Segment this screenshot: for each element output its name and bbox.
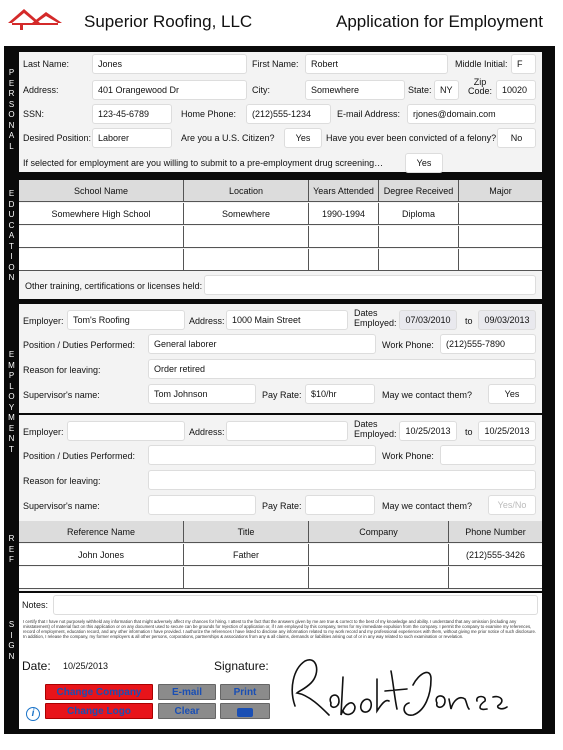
reason-leaving-label: Reason for leaving:	[23, 476, 101, 486]
education-header-school: School Name	[19, 180, 184, 202]
notes-field[interactable]	[53, 595, 538, 615]
work-phone-field[interactable]	[440, 445, 536, 465]
reference-header-title: Title	[184, 521, 309, 543]
employer-label: Employer:	[23, 316, 64, 326]
email-field[interactable]: rjones@domain.com	[407, 104, 536, 124]
citizen-label: Are you a U.S. Citizen?	[181, 133, 275, 143]
education-header-major: Major	[459, 180, 542, 202]
contact-field[interactable]: Yes	[488, 384, 536, 404]
education-cell[interactable]	[379, 226, 459, 248]
reference-cell[interactable]	[309, 544, 449, 566]
reference-header-company: Company	[309, 521, 449, 543]
city-field[interactable]: Somewhere	[305, 80, 405, 100]
supervisor-field[interactable]: Tom Johnson	[148, 384, 256, 404]
work-phone-label: Work Phone:	[382, 340, 434, 350]
pay-rate-field[interactable]	[305, 495, 375, 515]
pay-rate-label: Pay Rate:	[262, 501, 302, 511]
notes-label: Notes:	[22, 600, 49, 610]
contact-field[interactable]: Yes/No	[488, 495, 536, 515]
supervisor-field[interactable]	[148, 495, 256, 515]
clear-button[interactable]: Clear	[158, 703, 216, 719]
felony-field[interactable]: No	[497, 128, 536, 148]
home-phone-field[interactable]: (212)555-1234	[246, 104, 331, 124]
reference-cell[interactable]	[184, 567, 309, 589]
section-label-personal: P E R S O N A L	[8, 68, 15, 151]
contact-label: May we contact them?	[382, 390, 473, 400]
employer-address-field[interactable]: 1000 Main Street	[226, 310, 348, 330]
middle-initial-label: Middle Initial:	[455, 59, 508, 69]
reference-cell[interactable]	[449, 567, 542, 589]
position-label: Position / Duties Performed:	[23, 451, 136, 461]
references-section	[19, 521, 542, 591]
work-phone-field[interactable]: (212)555-7890	[440, 334, 536, 354]
to-label: to	[465, 427, 473, 437]
education-header-location: Location	[184, 180, 309, 202]
zip-code-field[interactable]: 10020	[496, 80, 536, 100]
section-label-sign: S I G N	[8, 620, 15, 661]
education-section	[19, 180, 542, 299]
education-header-years: Years Attended	[309, 180, 379, 202]
other-training-label: Other training, certifications or licenses held:	[25, 281, 203, 291]
address-field[interactable]: 401 Orangewood Dr	[92, 80, 247, 100]
info-icon[interactable]: i	[26, 707, 40, 721]
reference-header-name: Reference Name	[19, 521, 184, 543]
pay-rate-field[interactable]: $10/hr	[305, 384, 375, 404]
toolbox-button[interactable]	[220, 703, 270, 719]
ssn-label: SSN:	[23, 109, 45, 119]
personal-section	[19, 52, 542, 172]
employment-section-2	[19, 415, 542, 522]
reference-cell[interactable]: Father	[184, 544, 309, 566]
reference-header-phone: Phone Number	[449, 521, 542, 543]
city-label: City:	[252, 85, 270, 95]
education-cell[interactable]	[309, 249, 379, 271]
employer-address-label: Address:	[189, 427, 225, 437]
education-cell[interactable]: Somewhere High School	[19, 203, 184, 225]
education-header-degree: Degree Received	[379, 180, 459, 202]
education-cell[interactable]	[309, 226, 379, 248]
education-cell[interactable]: 1990-1994	[309, 203, 379, 225]
felony-label: Have you ever been convicted of a felony?	[326, 133, 497, 143]
employer-field[interactable]	[67, 421, 185, 441]
education-cell[interactable]	[19, 249, 184, 271]
position-label: Position / Duties Performed:	[23, 340, 136, 350]
date-from-field[interactable]: 07/03/2010	[399, 310, 457, 330]
ssn-field[interactable]: 123-45-6789	[92, 104, 172, 124]
education-cell[interactable]: Diploma	[379, 203, 459, 225]
citizen-field[interactable]: Yes	[284, 128, 322, 148]
position-field[interactable]	[148, 445, 376, 465]
section-label-ref: R E F	[8, 534, 15, 564]
first-name-label: First Name:	[252, 59, 299, 69]
last-name-label: Last Name:	[23, 59, 70, 69]
sign-section	[19, 593, 542, 729]
dates-employed-label: Dates Employed:	[354, 308, 397, 328]
company-name: Superior Roofing, LLC	[84, 12, 253, 31]
drug-screening-label: If selected for employment are you willing to submit to a pre-employment drug screening…	[23, 158, 384, 168]
employment-section-1	[19, 304, 542, 413]
to-label: to	[465, 316, 473, 326]
employer-address-field[interactable]	[226, 421, 348, 441]
employer-field[interactable]: Tom's Roofing	[67, 310, 185, 330]
email-label: E-mail Address:	[337, 109, 401, 119]
application-form	[4, 46, 555, 734]
toolbox-icon	[237, 708, 253, 717]
education-cell[interactable]	[184, 226, 309, 248]
reference-cell[interactable]	[309, 567, 449, 589]
education-cell[interactable]	[19, 226, 184, 248]
signature-label: Signature:	[214, 659, 269, 673]
education-cell[interactable]	[459, 226, 542, 248]
date-to-field[interactable]: 10/25/2013	[478, 421, 536, 441]
education-cell[interactable]	[379, 249, 459, 271]
last-name-field[interactable]: Jones	[92, 54, 247, 74]
reference-cell[interactable]: John Jones	[19, 544, 184, 566]
first-name-field[interactable]: Robert	[305, 54, 448, 74]
education-cell[interactable]	[184, 249, 309, 271]
company-logo-icon	[6, 5, 66, 31]
reason-leaving-field[interactable]: Order retired	[148, 359, 536, 379]
pay-rate-label: Pay Rate:	[262, 390, 302, 400]
desired-position-field[interactable]: Laborer	[92, 128, 172, 148]
application-title: Application for Employment	[336, 12, 543, 31]
change-company-button[interactable]: Change Company	[45, 684, 153, 700]
work-phone-label: Work Phone:	[382, 451, 434, 461]
education-cell[interactable]: Somewhere	[184, 203, 309, 225]
drug-screening-field[interactable]: Yes	[405, 153, 443, 173]
contact-label: May we contact them?	[382, 501, 473, 511]
signature-image[interactable]	[281, 651, 541, 727]
state-label: State:	[408, 85, 432, 95]
desired-position-label: Desired Position:	[23, 133, 92, 143]
email-button[interactable]: E-mail	[158, 684, 216, 700]
home-phone-label: Home Phone:	[181, 109, 237, 119]
other-training-field[interactable]	[204, 275, 536, 295]
reference-cell[interactable]: (212)555-3426	[449, 544, 542, 566]
position-field[interactable]: General laborer	[148, 334, 376, 354]
date-from-field[interactable]: 10/25/2013	[399, 421, 457, 441]
reason-leaving-label: Reason for leaving:	[23, 365, 101, 375]
supervisor-label: Supervisor's name:	[23, 501, 100, 511]
reason-leaving-field[interactable]	[148, 470, 536, 490]
education-cell[interactable]	[459, 203, 542, 225]
certification-text: I certify that I have not purposely withheld any information that might adversely affect my chances for hiring. I attest to the fact that the answers given by me are true & correct to the best of my knowledge and ability. I understand that any omission (including any misstatement) of material fact on this application or on any document used to secure can be grounds for rejection of application or, if I am employed by this company, terms for my immediate expulsion from the company. I permit the company to examine my references, record of employment, education record, and any other information I have provided. I authorize the references I have listed to disclose any information related to my work record and my professional experiences with them, without giving me prior notice of such disclosure. In addition, I release the company, my former employers & all other persons, corporations, partnerships & associations from any & all claims, demands or liabilities arising out of or in any way related to such examination or revelation.	[23, 619, 537, 639]
section-label-education: E D U C A T I O N	[8, 189, 15, 282]
date-to-field[interactable]: 09/03/2013	[478, 310, 536, 330]
zip-code-label: Zip Code:	[468, 77, 493, 96]
date-label: Date:	[22, 659, 51, 673]
print-button[interactable]: Print	[220, 684, 270, 700]
employer-address-label: Address:	[189, 316, 225, 326]
change-logo-button[interactable]: Change Logo	[45, 703, 153, 719]
section-label-employment: E M P L O Y M E N T	[8, 350, 15, 454]
address-label: Address:	[23, 85, 59, 95]
education-cell[interactable]	[459, 249, 542, 271]
supervisor-label: Supervisor's name:	[23, 390, 100, 400]
dates-employed-label: Dates Employed:	[354, 419, 397, 439]
middle-initial-field[interactable]: F	[511, 54, 536, 74]
employer-label: Employer:	[23, 427, 64, 437]
reference-cell[interactable]	[19, 567, 184, 589]
date-value[interactable]: 10/25/2013	[63, 661, 109, 671]
state-field[interactable]: NY	[434, 80, 459, 100]
